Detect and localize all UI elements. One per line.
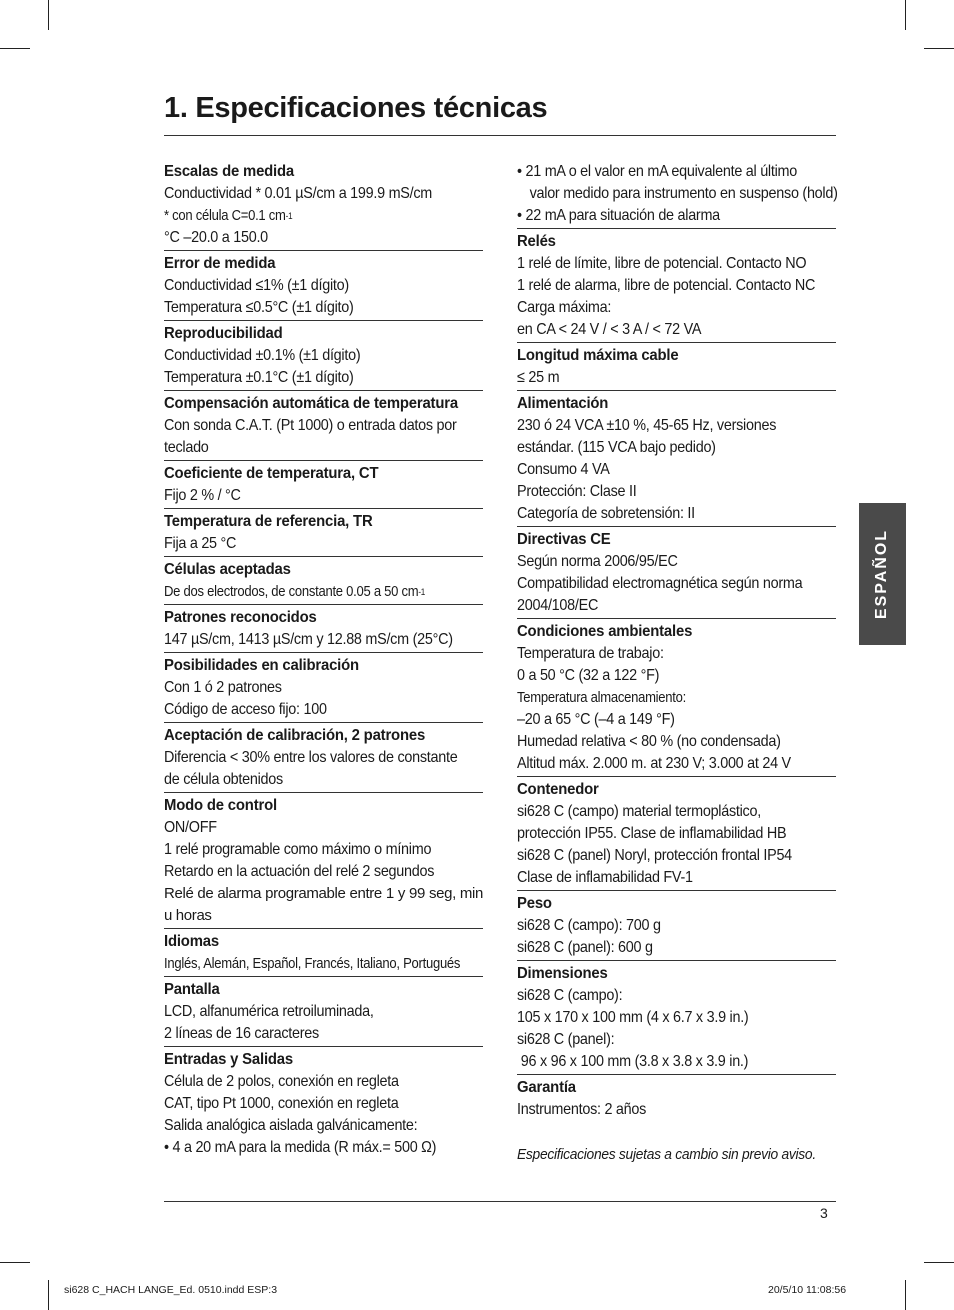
spec-line: Conductividad ±0.1% (±1 dígito) [164,347,361,364]
section-title: Reproducibilidad [164,325,283,342]
section-title: Directivas CE [517,531,611,548]
spec-line: Altitud máx. 2.000 m. at 230 V; 3.000 at 24 V [517,755,791,772]
spec-line: Retardo en la actuación del relé 2 segundos [164,863,435,880]
spec-line: 230 ó 24 VCA ±10 %, 45-65 Hz, versiones [517,417,777,434]
spec-section-coeficiente [164,461,483,509]
spec-line: si628 C (campo) material termoplástico, [517,803,761,820]
spec-section-salidas-continued [517,159,836,229]
spec-line: 2004/108/EC [517,597,599,614]
spec-line: Conductividad * 0.01 µS/cm a 199.9 mS/cm [164,185,433,202]
page-number: 3 [820,1205,828,1221]
spec-line: Consumo 4 VA [517,461,610,478]
crop-mark [905,1280,906,1310]
spec-line: en CA < 24 V / < 3 A / < 72 VA [517,321,702,338]
section-title: Garantía [517,1079,576,1096]
spec-line: Temperatura ±0.1°C (±1 dígito) [164,369,354,386]
title-rule [164,135,836,136]
crop-mark [905,0,906,30]
section-title: Contenedor [517,781,599,798]
spec-line: Código de acceso fijo: 100 [164,701,327,718]
spec-line: • 4 a 20 mA para la medida (R máx.= 500 Ω) [164,1139,437,1156]
spec-section-escalas [164,159,483,251]
spec-line: Con sonda C.A.T. (Pt 1000) o entrada datos por [164,417,457,434]
crop-mark [924,48,954,49]
spec-line: ON/OFF [164,819,217,836]
spec-line: Diferencia < 30% entre los valores de constante [164,749,458,766]
spec-line: Fijo 2 % / °C [164,487,241,504]
spec-section-compensacion [164,391,483,461]
spec-section-cable [517,343,836,391]
spec-line: 1 relé de límite, libre de potencial. Contacto NO [517,255,807,272]
spec-section-patrones [164,605,483,653]
spec-line: Fija a 25 °C [164,535,237,552]
left-column [164,159,483,1160]
spec-line: Protección: Clase II [517,483,637,500]
spec-line: Con 1 ó 2 patrones [164,679,282,696]
spec-line: Categoría de sobretensión: II [517,505,695,522]
spec-line: valor medido para instrumento en suspenso (hold) [529,185,838,202]
spec-section-reproducibilidad [164,321,483,391]
spec-section-celulas [164,557,483,605]
spec-section-contenedor [517,777,836,891]
section-title: Compensación automática de temperatura [164,395,458,412]
spec-line: Compatibilidad electromagnética según norma [517,575,803,592]
section-title: Peso [517,895,552,912]
spec-section-referencia [164,509,483,557]
spec-line: Célula de 2 polos, conexión en regleta [164,1073,399,1090]
spec-section-idiomas [164,929,483,977]
spec-line: estándar. (115 VCA bajo pedido) [517,439,716,456]
spec-line: Inglés, Alemán, Español, Francés, Italiano, Portugués [164,956,461,972]
spec-section-pantalla [164,977,483,1047]
section-title: Coeficiente de temperatura, CT [164,465,379,482]
superscript: -1 [285,211,293,221]
page-title: 1. Especificaciones técnicas [164,92,548,124]
spec-line: 1 relé de alarma, libre de potencial. Contacto NC [517,277,816,294]
footer-timestamp: 20/5/10 11:08:56 [768,1284,847,1296]
spec-line: si628 C (panel): 600 g [517,939,653,956]
spec-line: • 21 mA o el valor en mA equivalente al último [517,163,797,180]
section-title: Condiciones ambientales [517,623,693,640]
spec-line: Clase de inflamabilidad FV-1 [517,869,693,886]
spec-line: si628 C (panel) Noryl, protección frontal IP54 [517,847,792,864]
spec-line: ≤ 25 m [517,369,560,386]
spec-section-dimensiones [517,961,836,1075]
language-tab [859,503,906,645]
spec-line: 147 µS/cm, 1413 µS/cm y 12.88 mS/cm (25°C) [164,631,453,648]
section-title: Patrones reconocidos [164,609,317,626]
spec-line: Temperatura ≤0.5°C (±1 dígito) [164,299,354,316]
spec-line: –20 a 65 °C (–4 a 149 °F) [517,711,675,728]
section-title: Temperatura de referencia, TR [164,513,373,530]
spec-line: Instrumentos: 2 años [517,1101,647,1118]
spec-line: °C –20.0 a 150.0 [164,229,268,246]
spec-section-alimentacion [517,391,836,527]
superscript: -1 [418,587,426,597]
crop-mark [48,0,49,30]
crop-mark [0,1262,30,1263]
crop-mark [924,1262,954,1263]
spec-line: • 22 mA para situación de alarma [517,207,720,224]
crop-mark [0,48,30,49]
spec-section-peso [517,891,836,961]
spec-line: Humedad relativa < 80 % (no condensada) [517,733,781,750]
spec-line: Según norma 2006/95/EC [517,553,678,570]
language-tab-label: ESPAÑOL [873,528,891,620]
spec-section-control [164,793,483,929]
spec-line: 96 x 96 x 100 mm (3.8 x 3.8 x 3.9 in.) [517,1053,749,1070]
section-title: Dimensiones [517,965,608,982]
section-title: Entradas y Salidas [164,1051,293,1068]
spec-line: Relé de alarma programable entre 1 y 99 seg, min u horas [164,885,483,924]
spec-line: Temperatura de trabajo: [517,645,664,662]
spec-line: Conductividad ≤1% (±1 dígito) [164,277,349,294]
spec-section-aceptacion [164,723,483,793]
bottom-rule [164,1201,836,1202]
spec-line: Temperatura almacenamiento: [517,690,686,706]
spec-line: 0 a 50 °C (32 a 122 °F) [517,667,660,684]
section-title: Posibilidades en calibración [164,657,359,674]
spec-line: De dos electrodos, de constante 0.05 a 50 $cm^{-1}$ [164,584,426,600]
spec-line: si628 C (campo): 700 g [517,917,661,934]
disclaimer-note: Especificaciones sujetas a cambio sin previo aviso. [517,1146,816,1163]
spec-line: 2 líneas de 16 caracteres [164,1025,319,1042]
section-title: Idiomas [164,933,219,950]
spec-line: si628 C (campo): [517,987,623,1004]
spec-section-reles [517,229,836,343]
spec-line: teclado [164,439,209,456]
spec-line: * con célula C=0.1 $cm^{-1}$ [164,208,293,224]
spec-line: LCD, alfanumérica retroiluminada, [164,1003,374,1020]
spec-line: de célula obtenidos [164,771,283,788]
section-title: Aceptación de calibración, 2 patrones [164,727,426,744]
section-title: Pantalla [164,981,220,998]
section-title: Células aceptadas [164,561,291,578]
spec-line: protección IP55. Clase de inflamabilidad HB [517,825,787,842]
footer-file-info: si628 C_HACH LANGE_Ed. 0510.indd ESP:3 [64,1284,278,1296]
section-title: Alimentación [517,395,609,412]
right-column [517,159,836,1166]
spec-line: Carga máxima: [517,299,612,316]
spec-line: Salida analógica aislada galvánicamente: [164,1117,418,1134]
spec-section-condiciones [517,619,836,777]
section-title: Error de medida [164,255,276,272]
spec-section-error [164,251,483,321]
spec-line: CAT, tipo Pt 1000, conexión en regleta [164,1095,399,1112]
section-title: Relés [517,233,556,250]
spec-line: 1 relé programable como máximo o mínimo [164,841,432,858]
spec-line: si628 C (panel): [517,1031,615,1048]
crop-mark [48,1280,49,1310]
spec-section-directivas [517,527,836,619]
spec-section-calibracion [164,653,483,723]
section-title: Modo de control [164,797,277,814]
spec-line: 105 x 170 x 100 mm (4 x 6.7 x 3.9 in.) [517,1009,749,1026]
section-title: Longitud máxima cable [517,347,679,364]
spec-section-garantia [517,1075,836,1122]
spec-section-entradas [164,1047,483,1160]
section-title: Escalas de medida [164,163,295,180]
